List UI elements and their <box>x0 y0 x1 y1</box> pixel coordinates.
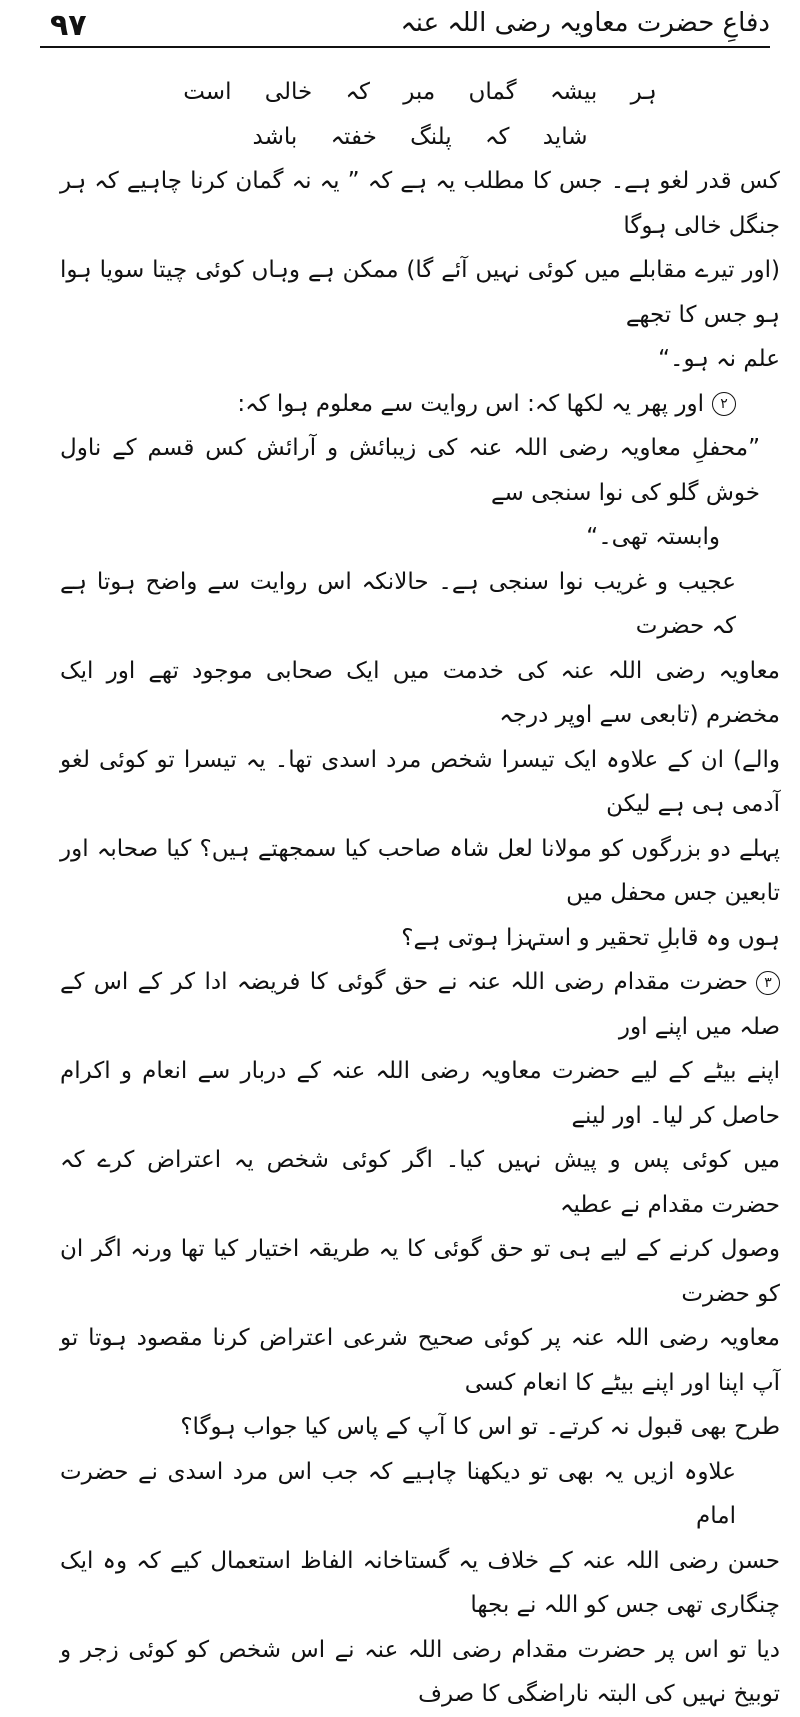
text-line: عجیب و غریب نوا سنجی ہے۔ حالانکہ اس روایت سے واضح ہوتا ہے کہ حضرت <box>60 568 736 639</box>
point-number: ٢ <box>712 392 736 416</box>
text-line: حسن رضی اللہ عنہ کے خلاف یہ گستاخانہ الفاظ استعمال کیے کہ وہ ایک چنگاری تھی جس کو اللہ نے بجھا <box>60 1547 780 1618</box>
page-number: ٩٧ <box>50 8 87 43</box>
text-line: دیا تو اس پر حضرت مقدام رضی اللہ عنہ نے اس شخص کو کوئی زجر و توبیخ نہیں کی البتہ ناراضگی کا صرف <box>60 1636 780 1707</box>
persian-couplet <box>60 70 780 159</box>
text-line: پہلے دو بزرگوں کو مولانا لعل شاہ صاحب کیا سمجھتے ہیں؟ کیا صحابہ اور تابعین جس محفل میں <box>60 835 780 906</box>
point-number: ٣ <box>756 971 780 995</box>
page-body <box>60 70 780 1717</box>
paragraph <box>60 1450 780 1717</box>
text-line <box>60 960 780 1049</box>
running-title: دفاعِ حضرت معاویہ رضی اللہ عنہ <box>400 8 770 38</box>
text-line: وصول کرنے کے لیے ہی تو حق گوئی کا یہ طریقہ اختیار کیا تھا ورنہ اگر ان کو حضرت <box>60 1236 780 1307</box>
text-line: کس قدر لغو ہے۔ جس کا مطلب یہ ہے کہ ” یہ نہ گمان کرنا چاہیے کہ ہر جنگل خالی ہوگا <box>60 168 780 239</box>
text-line: طرح بھی قبول نہ کرتے۔ تو اس کا آپ کے پاس کیا جواب ہوگا؟ <box>180 1414 780 1440</box>
point-text: اور پھر یہ لکھا کہ: اس روایت سے معلوم ہوا کہ: <box>237 390 704 417</box>
text-line: علاوہ ازیں یہ بھی تو دیکھنا چاہیے کہ جب اس مرد اسدی نے حضرت امام <box>60 1458 736 1529</box>
numbered-point <box>60 960 780 1450</box>
text-line: علم نہ ہو۔“ <box>658 346 780 372</box>
text-line: معاویہ رضی اللہ عنہ پر کوئی صحیح شرعی اعتراض کرنا مقصود ہوتا تو آپ اپنا اور اپنے بیٹے کا انعام کسی <box>60 1325 780 1396</box>
numbered-point <box>60 382 780 560</box>
text-line: اپنے بیٹے کے لیے حضرت معاویہ رضی اللہ عنہ کے دربار سے انعام و اکرام حاصل کر لیا۔ اور لینے <box>60 1058 780 1129</box>
couplet-line: ہر بیشہ گماں مبر کہ خالی است <box>183 79 657 105</box>
text-line: ہوں وہ قابلِ تحقیر و استہزا ہوتی ہے؟ <box>401 924 780 951</box>
text-line: میں کوئی پس و پیش نہیں کیا۔ اگر کوئی شخص یہ اعتراض کرے کہ حضرت مقدام نے عطیہ <box>60 1147 780 1218</box>
text-line: والے) ان کے علاوہ ایک تیسرا شخص مرد اسدی تھا۔ یہ تیسرا تو کوئی لغو آدمی ہی ہے لیکن <box>60 746 780 817</box>
paragraph <box>60 159 780 382</box>
text-line: معاویہ رضی اللہ عنہ کی خدمت میں ایک صحابی موجود تھے اور ایک مخضرم (تابعی سے اوپر درجہ <box>60 657 780 728</box>
paragraph <box>60 560 780 961</box>
text-line: (اور تیرے مقابلے میں کوئی نہیں آئے گا) ممکن ہے وہاں کوئی چیتا سویا ہوا ہو جس کا تجھے <box>60 257 780 328</box>
text-line <box>60 382 780 427</box>
page-header <box>40 6 770 48</box>
quote-line: ”محفلِ معاویہ رضی اللہ عنہ کی زیبائش و آرائش کس قسم کے ناول خوش گلو کی نوا سنجی سے <box>60 435 760 506</box>
couplet-line: شاید کہ پلنگ خفتہ باشد <box>252 123 588 150</box>
point-text: حضرت مقدام رضی اللہ عنہ نے حق گوئی کا فریضہ ادا کر کے اس کے صلہ میں اپنے اور <box>60 969 780 1040</box>
quote-line: وابستہ تھی۔“ <box>586 524 720 550</box>
